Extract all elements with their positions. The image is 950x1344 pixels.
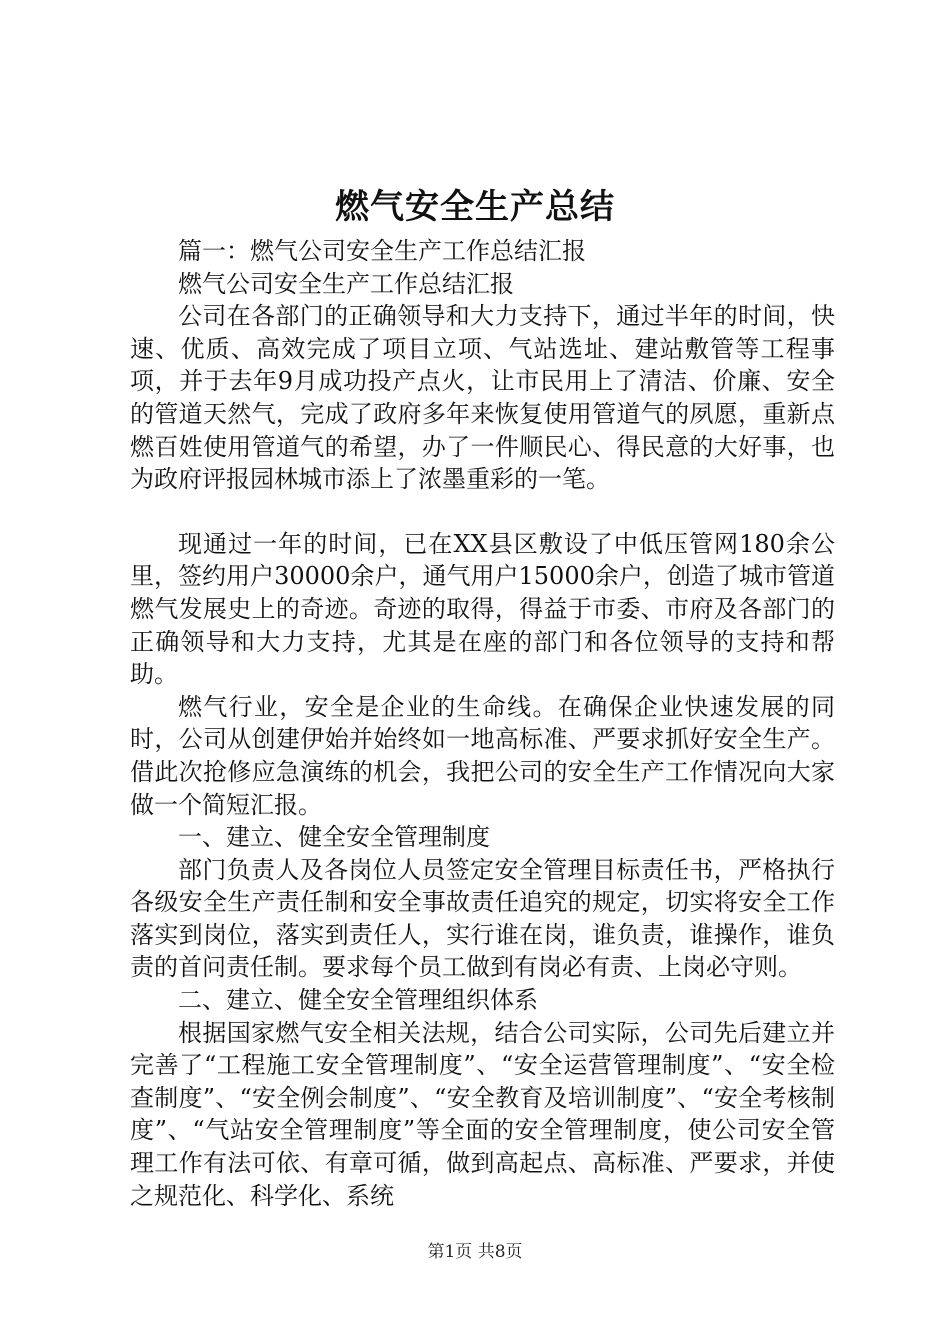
- document-title: 燃气安全生产总结: [335, 187, 615, 227]
- section-heading: 篇一：燃气公司安全生产工作总结汇报: [178, 237, 586, 265]
- page-footer: 第1页 共8页: [427, 1242, 523, 1262]
- subheading-management-system: 一、建立、健全安全管理制度: [178, 823, 490, 852]
- subheading-organization-system: 二、建立、健全安全管理组织体系: [178, 986, 538, 1015]
- paragraph-safety: 燃气行业，安全是企业的生命线。在确保企业快速发展的同时，公司从创建伊始并始终如一地高标准、严要求抓好安全生产。借此次抢修应急演练的机会，我把公司的安全生产工作情况向大家做一个简短汇报。: [130, 692, 835, 819]
- paragraph-regulations: 根据国家燃气安全相关法规，结合公司实际，公司先后建立并完善了“工程施工安全管理制度”、“安全运营管理制度”、“安全检查制度”、“安全例会制度”、“安全教育及培训制度”、“安全考核制度”、“气站安全管理制度”等全面的安全管理制度，使公司安全管理工作有法可依、有章可循，做到高起点、高标准、严要求，并使之规范化、科学化、系统: [130, 1018, 835, 1210]
- paragraph-achievements: 现通过一年的时间，已在XX县区敷设了中低压管网180余公里，签约用户30000余户，通气用户15000余户，创造了城市管道燃气发展史上的奇迹。奇迹的取得，得益于市委、市府及各部门的正确领导和大力支持，尤其是在座的部门和各位领导的支持和帮助。: [130, 529, 835, 689]
- document-body: [130, 235, 835, 1212]
- report-title: 燃气公司安全生产工作总结汇报: [178, 269, 514, 298]
- paragraph-responsibility: 部门负责人及各岗位人员签定安全管理目标责任书，严格执行各级安全生产责任制和安全事故责任追究的规定，切实将安全工作落实到岗位，落实到责任人，实行谁在岗，谁负责，谁操作，谁负责的首问责任制。要求每个员工做到有岗必有责、上岗必守则。: [130, 855, 835, 982]
- paragraph-gap: [130, 496, 835, 528]
- paragraph-intro: 公司在各部门的正确领导和大力支持下，通过半年的时间，快速、优质、高效完成了项目立项、气站选址、建站敷管等工程事项，并于去年9月成功投产点火，让市民用上了清洁、价廉、安全的管道天然气，完成了政府多年来恢复使用管道气的夙愿，重新点燃百姓使用管道气的希望，办了一件顺民心、得民意的大好事，也为政府评报园林城市添上了浓墨重彩的一笔。: [130, 302, 835, 494]
